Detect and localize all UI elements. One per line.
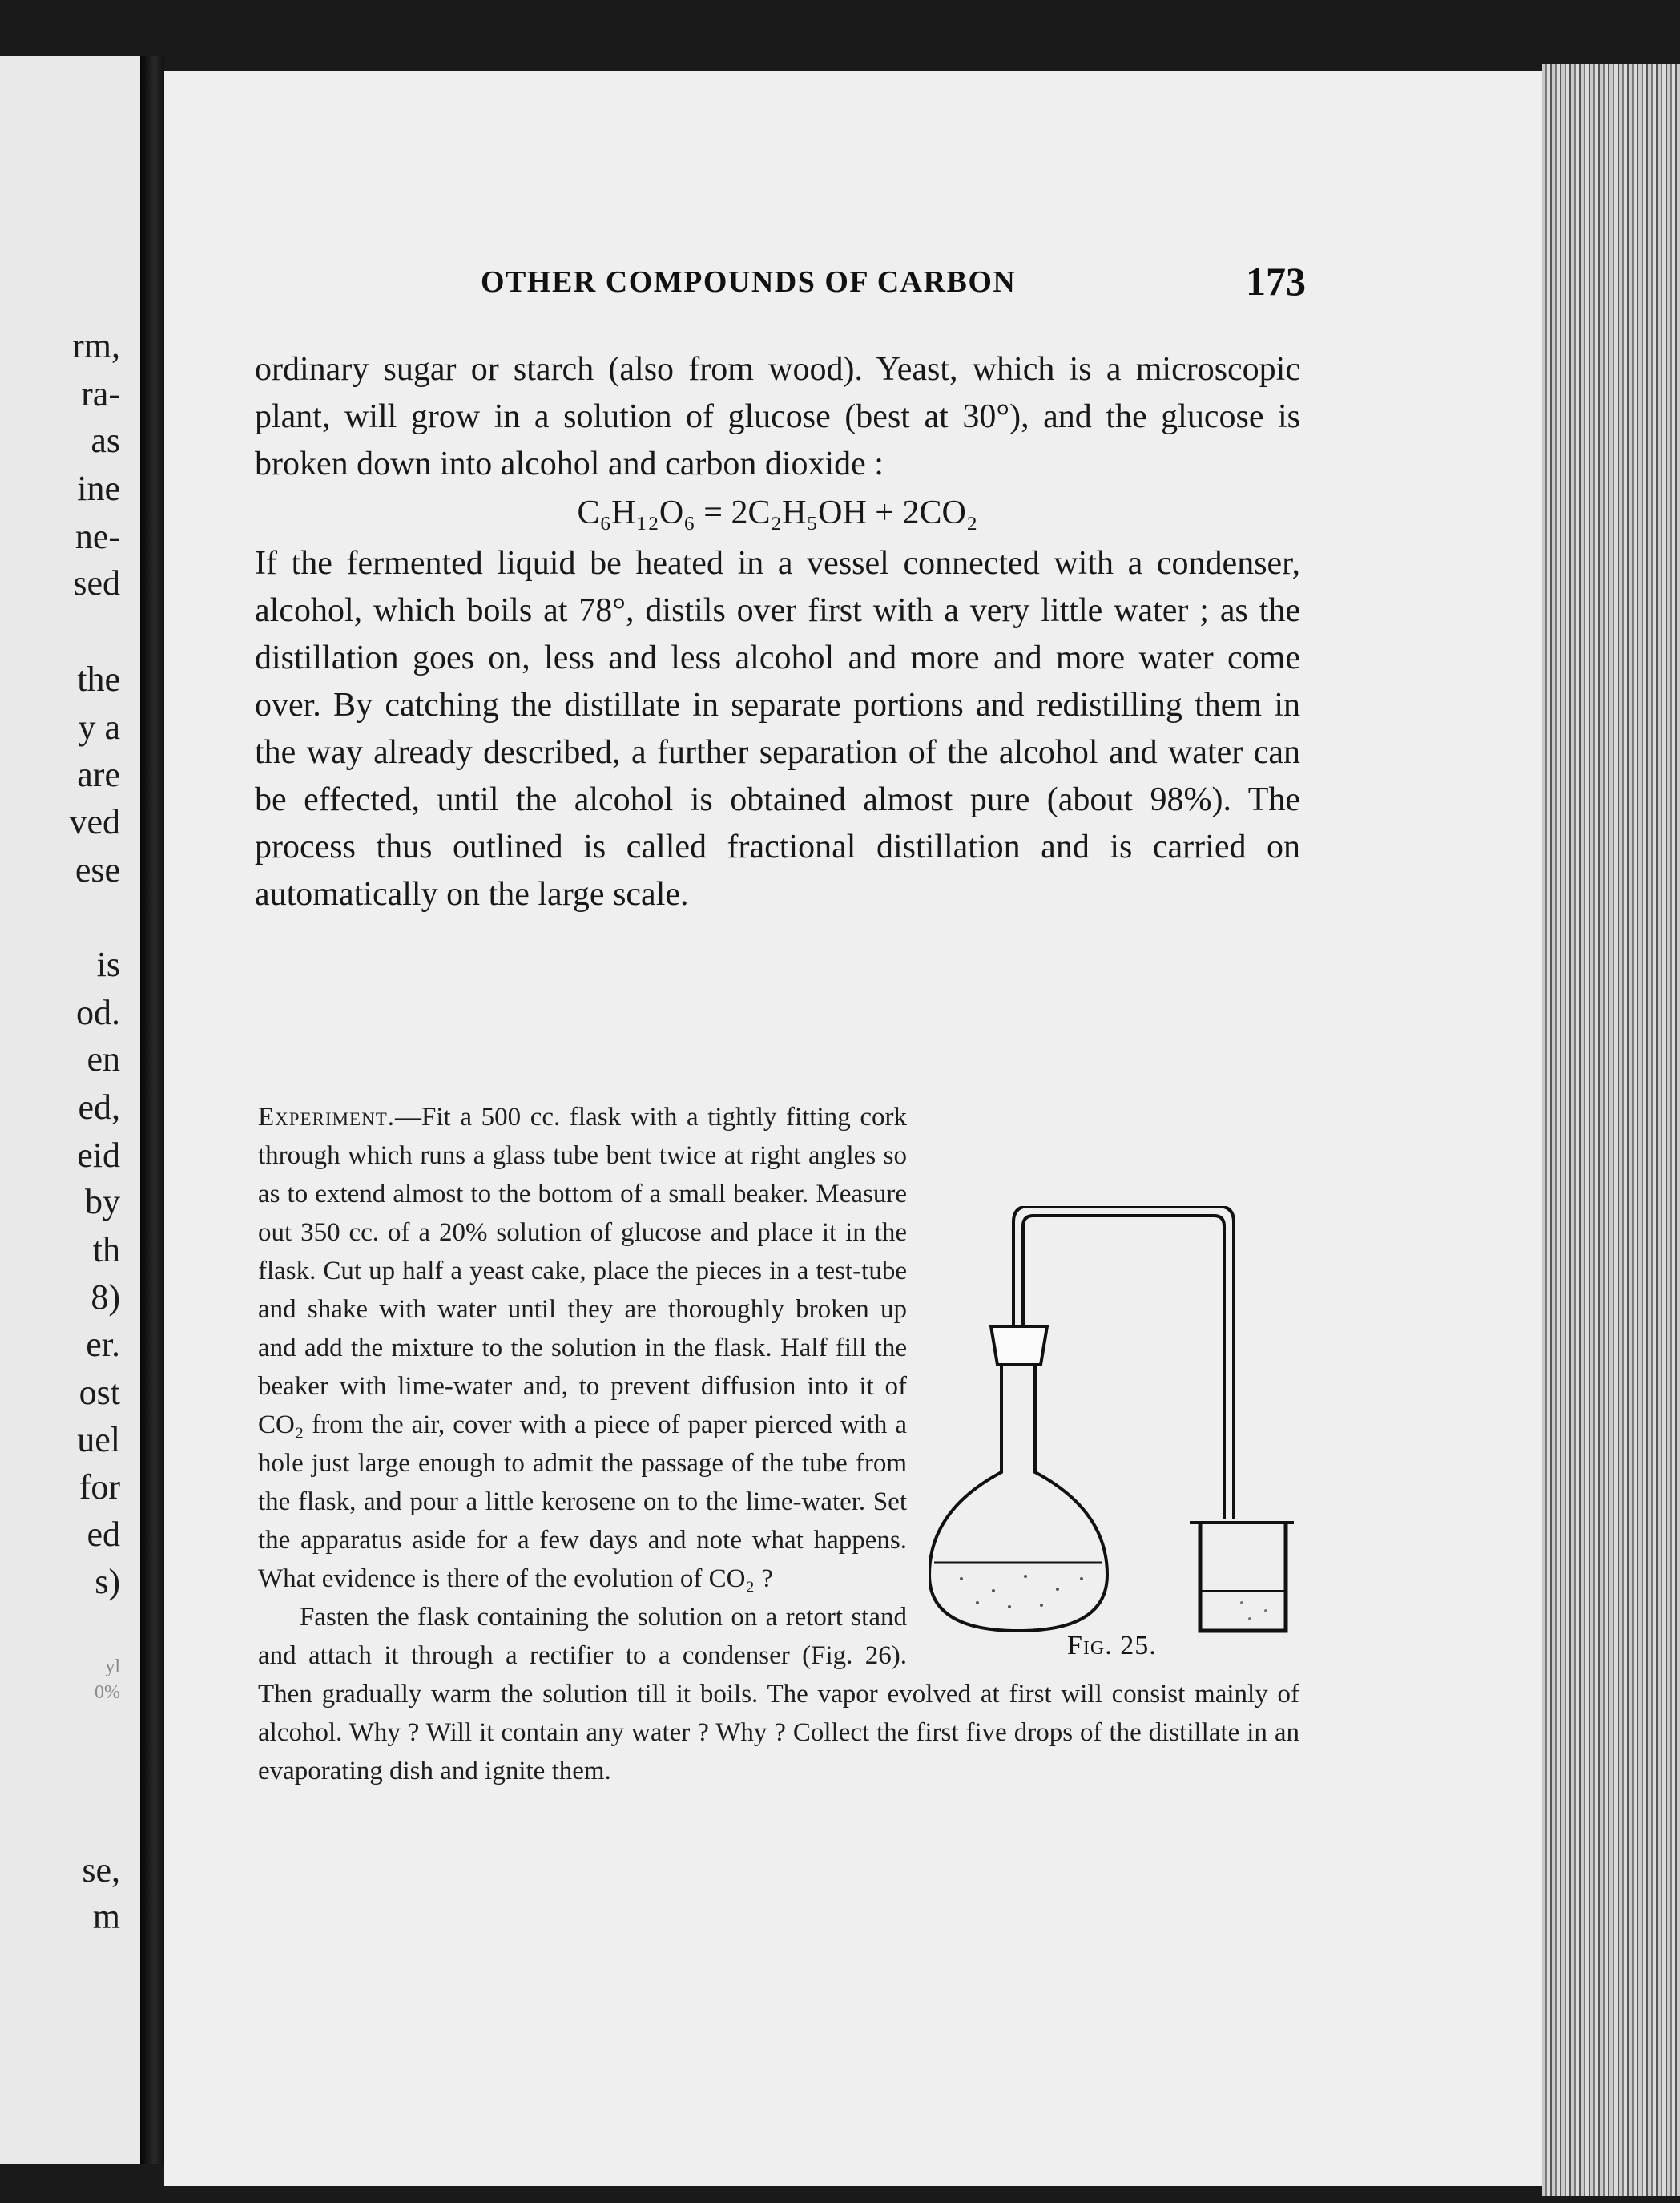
left-fragment: ra-: [81, 374, 120, 414]
left-fragment: 0%: [95, 1682, 120, 1703]
left-fragment: m: [92, 1897, 120, 1936]
page-number: 173: [1246, 259, 1306, 304]
figure-caption: Fig. 25.: [1067, 1631, 1157, 1660]
figure-25: [929, 1206, 1306, 1671]
left-fragment: y a: [78, 708, 120, 747]
left-fragment: rm,: [72, 326, 120, 365]
book-spine: [140, 56, 164, 2164]
left-fragment: for: [79, 1467, 120, 1507]
left-fragment: ost: [79, 1373, 120, 1412]
left-fragment: s): [95, 1562, 120, 1601]
left-fragment: od.: [76, 993, 120, 1032]
left-fragment: se,: [82, 1850, 120, 1890]
body-text: [255, 346, 1300, 918]
left-fragment: are: [77, 755, 120, 794]
experiment-paragraph: Fasten the flask containing the solution on a retort stand and attach it through a rectifier to a condenser (Fig. 26). Then gradually warm the solution till it boils. The vapor evolved at first will consist mainly of alcohol. Why ? Will it contain any water ? Why ? Collect the first five drops of the distillate in an evaporating dish and ignite them.: [258, 1603, 1299, 1785]
left-fragment: eid: [77, 1136, 120, 1175]
flask-apparatus-illustration: [929, 1206, 1306, 1671]
left-fragment: 8): [91, 1277, 120, 1317]
page-header: [481, 259, 1306, 329]
left-page-edge: [0, 56, 145, 2164]
chemical-equation: C₆H₁₂O₆ = 2C₂H₅OH + 2CO₂: [577, 494, 978, 531]
left-fragment: ved: [69, 802, 120, 841]
left-fragment: sed: [73, 563, 120, 603]
left-fragment: er.: [86, 1325, 120, 1364]
left-fragment: the: [77, 660, 120, 699]
left-fragment: ed,: [78, 1087, 120, 1127]
left-fragment: is: [96, 945, 120, 984]
experiment-text: —Fit a 500 cc. flask with a tightly fitting cork through which runs a glass tube bent twice at right angles so as to extend almost to the bottom of a small beaker. Measure out 350 cc. of a 20% solution of glucose and place it in the flask. Cut up half a yeast cake, place the pieces in a test-tube and shake with water until they are thoroughly broken up and add the mixture to the solution in the flask. Half fill the beaker with lime-water and, to prevent diffusion into it of CO₂ from the air, cover with a piece of paper pierced with a hole just large enough to admit the passage of the tube from the flask, and pour a little kerosene on to the lime-water. Set the apparatus aside for a few days and note what happens. What evidence is there of the evolution of CO₂ ?: [258, 1103, 907, 1593]
paragraph: ordinary sugar or starch (also from wood). Yeast, which is a microscopic plant, will grow in a solution of glucose (best at 30°), and the glucose is broken down into alcohol and carbon dioxide :: [255, 351, 1300, 482]
page-edges: [1542, 64, 1680, 2196]
left-fragment: en: [87, 1039, 120, 1079]
left-fragment: ine: [77, 469, 120, 508]
running-head: OTHER COMPOUNDS OF CARBON: [481, 265, 1017, 299]
left-fragment: ed: [87, 1515, 120, 1554]
paragraph: If the fermented liquid be heated in a vessel connected with a condenser, alcohol, which boils at 78°, distils over first with a very little water ; as the distillation goes on, less and less alcohol and more and more water come over. By catching the distillate in separate portions and redistilling them in the way already described, a further separation of the alcohol and water can be effected, until the alcohol is obtained almost pure (about 98%). The process thus outlined is called fractional distillation and is carried on automatically on the large scale.: [255, 545, 1300, 913]
left-fragment: uel: [77, 1420, 120, 1459]
left-fragment: as: [91, 421, 120, 460]
left-fragment: yl: [105, 1656, 120, 1677]
left-fragment: th: [92, 1230, 120, 1269]
left-fragment: by: [85, 1182, 120, 1221]
left-fragment: ese: [75, 850, 120, 890]
left-fragment: ne-: [75, 517, 120, 556]
experiment-label: Experiment.: [258, 1103, 396, 1132]
